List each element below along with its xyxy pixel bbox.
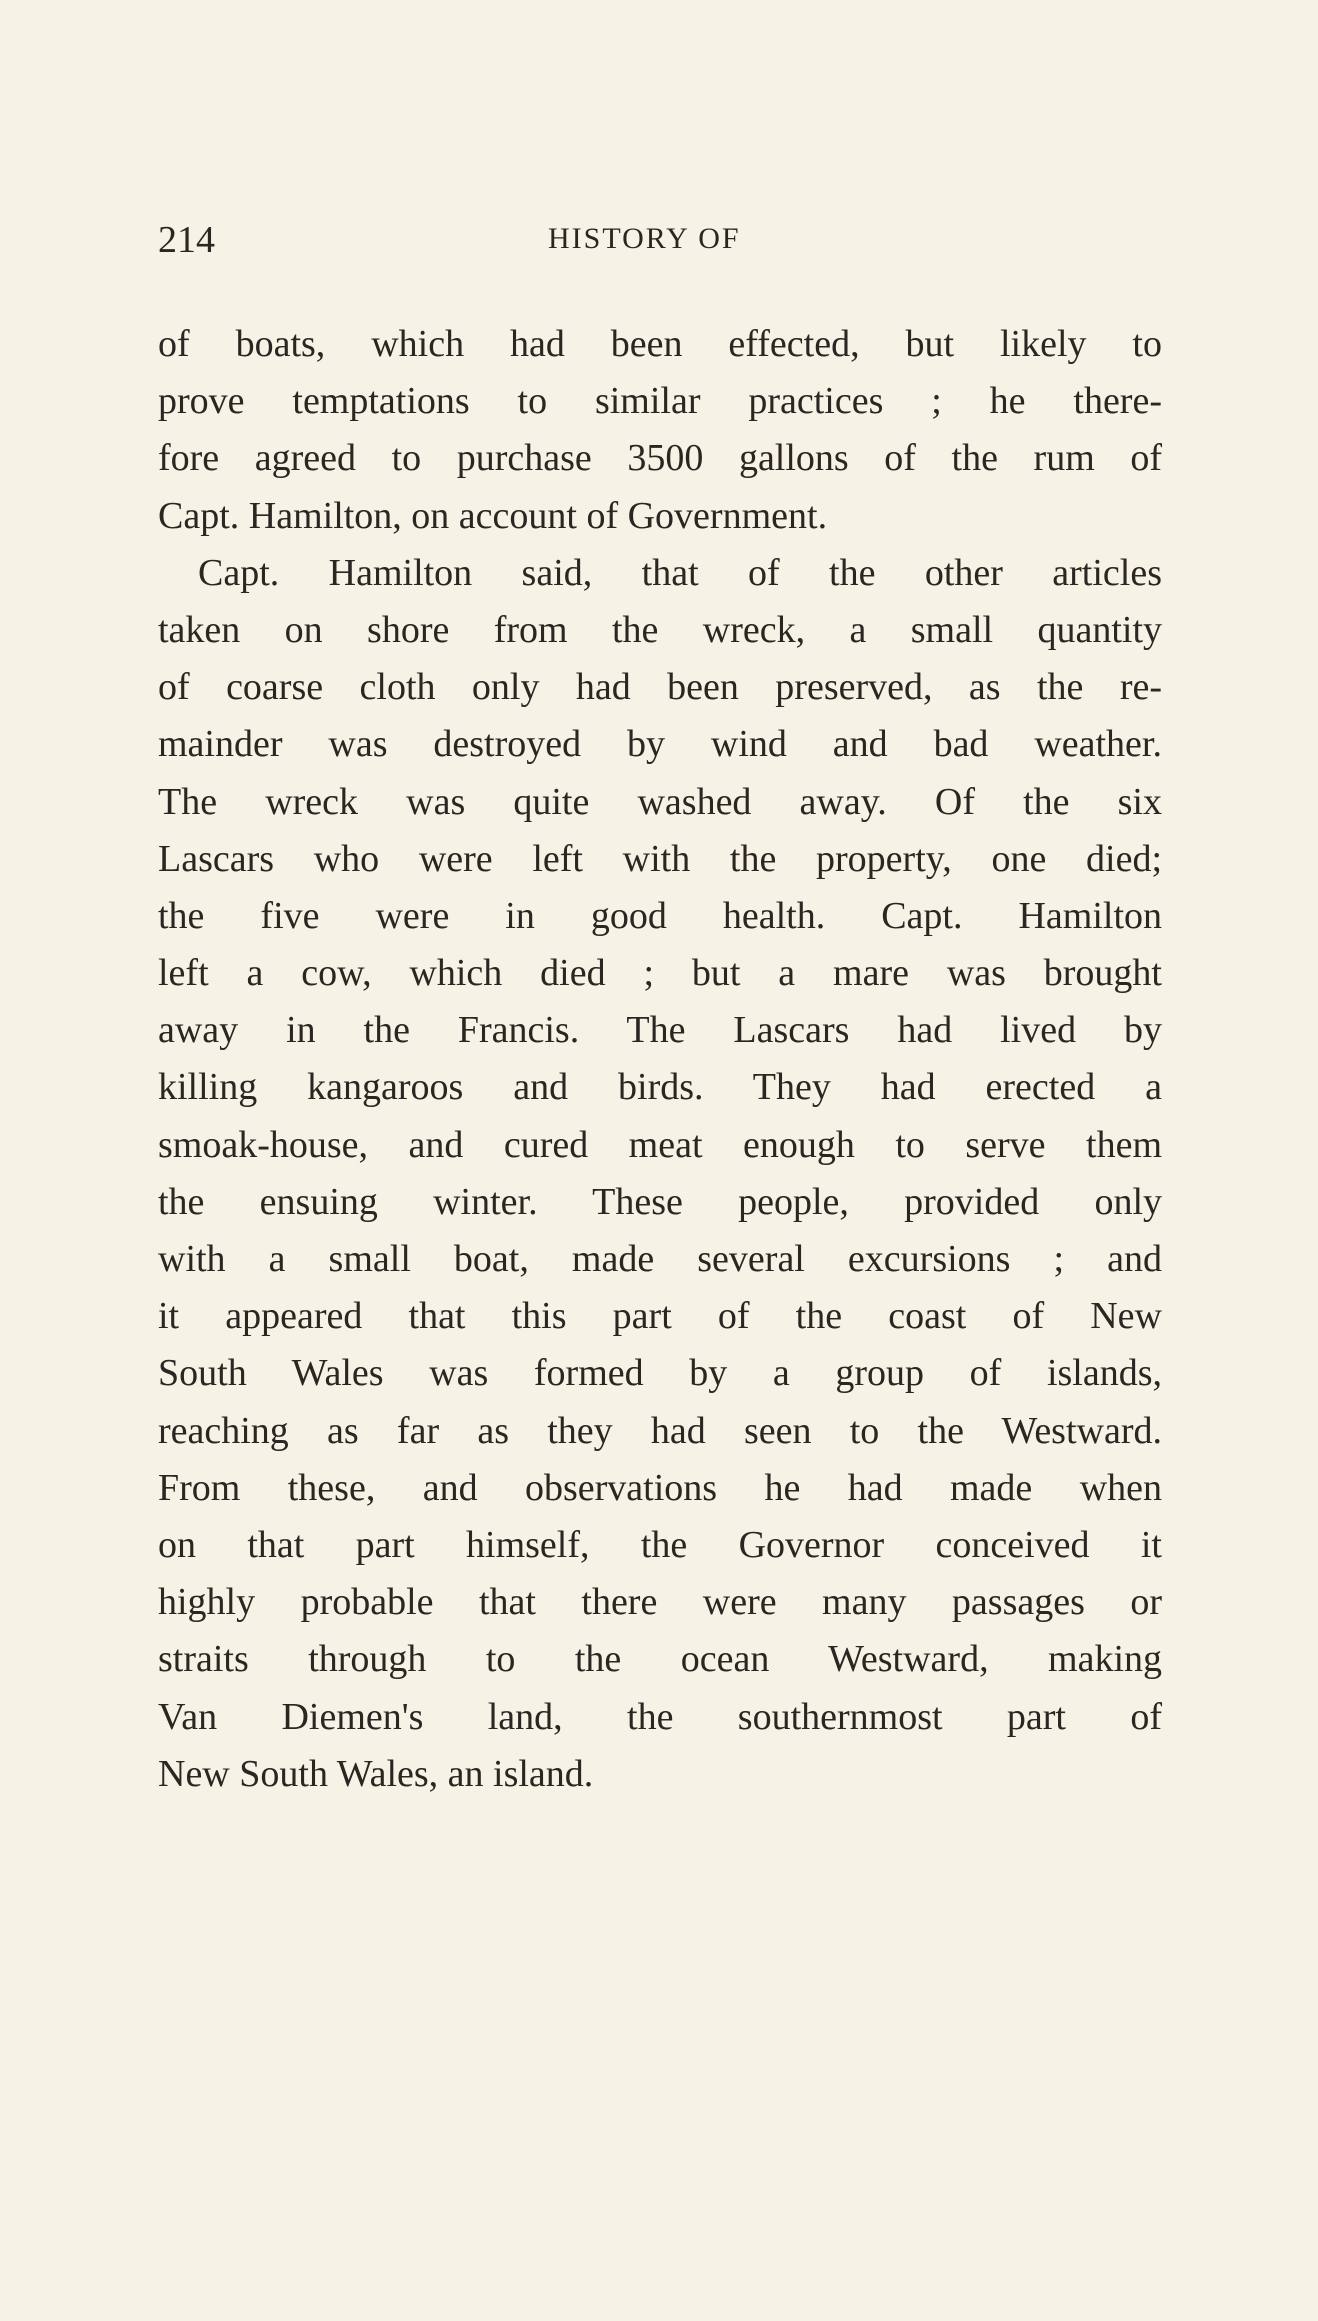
text-line: the five were in good health. Capt. Hamilton	[158, 894, 1162, 937]
text-line: straits through to the ocean Westward, making	[158, 1638, 1162, 1681]
text-line: mainder was destroyed by wind and bad weather.	[158, 723, 1162, 766]
text-line: fore agreed to purchase 3500 gallons of the rum of	[158, 437, 1162, 480]
text-line: prove temptations to similar practices ; he there-	[158, 380, 1162, 423]
text-line: of boats, which had been effected, but likely to	[158, 323, 1162, 365]
text-line: New South Wales, an island.	[158, 1752, 594, 1795]
text-line: highly probable that there were many passages or	[158, 1581, 1162, 1624]
text-line: with a small boat, made several excursions ; and	[158, 1238, 1162, 1280]
text-line: the ensuing winter. These people, provided only	[158, 1180, 1162, 1223]
text-line: From these, and observations he had made when	[158, 1466, 1162, 1509]
text-line: The wreck was quite washed away. Of the six	[158, 780, 1162, 823]
text-line: of coarse cloth only had been preserved, as the re-	[158, 666, 1162, 709]
text-line: taken on shore from the wreck, a small quantity	[158, 608, 1162, 651]
text-line: Capt. Hamilton said, that of the other articles	[198, 551, 1162, 594]
text-line: killing kangaroos and birds. They had erected a	[158, 1066, 1162, 1109]
text-line: South Wales was formed by a group of islands,	[158, 1352, 1162, 1395]
body-text	[158, 316, 1162, 1803]
text-line: it appeared that this part of the coast of New	[158, 1295, 1162, 1338]
text-line: reaching as far as they had seen to the Westward.	[158, 1409, 1162, 1452]
text-line: away in the Francis. The Lascars had lived by	[158, 1009, 1162, 1052]
page-number: 214	[158, 219, 215, 261]
text-line: Van Diemen's land, the southernmost part of	[158, 1695, 1162, 1738]
text-line: smoak-house, and cured meat enough to serve them	[158, 1123, 1162, 1166]
text-line: Lascars who were left with the property, one died;	[158, 837, 1162, 880]
page-header	[158, 218, 1162, 268]
text-line: Capt. Hamilton, on account of Government.	[158, 494, 828, 537]
running-head: HISTORY OF	[548, 222, 741, 255]
text-line: left a cow, which died ; but a mare was brought	[158, 952, 1162, 995]
text-line: on that part himself, the Governor conceived it	[158, 1523, 1162, 1566]
